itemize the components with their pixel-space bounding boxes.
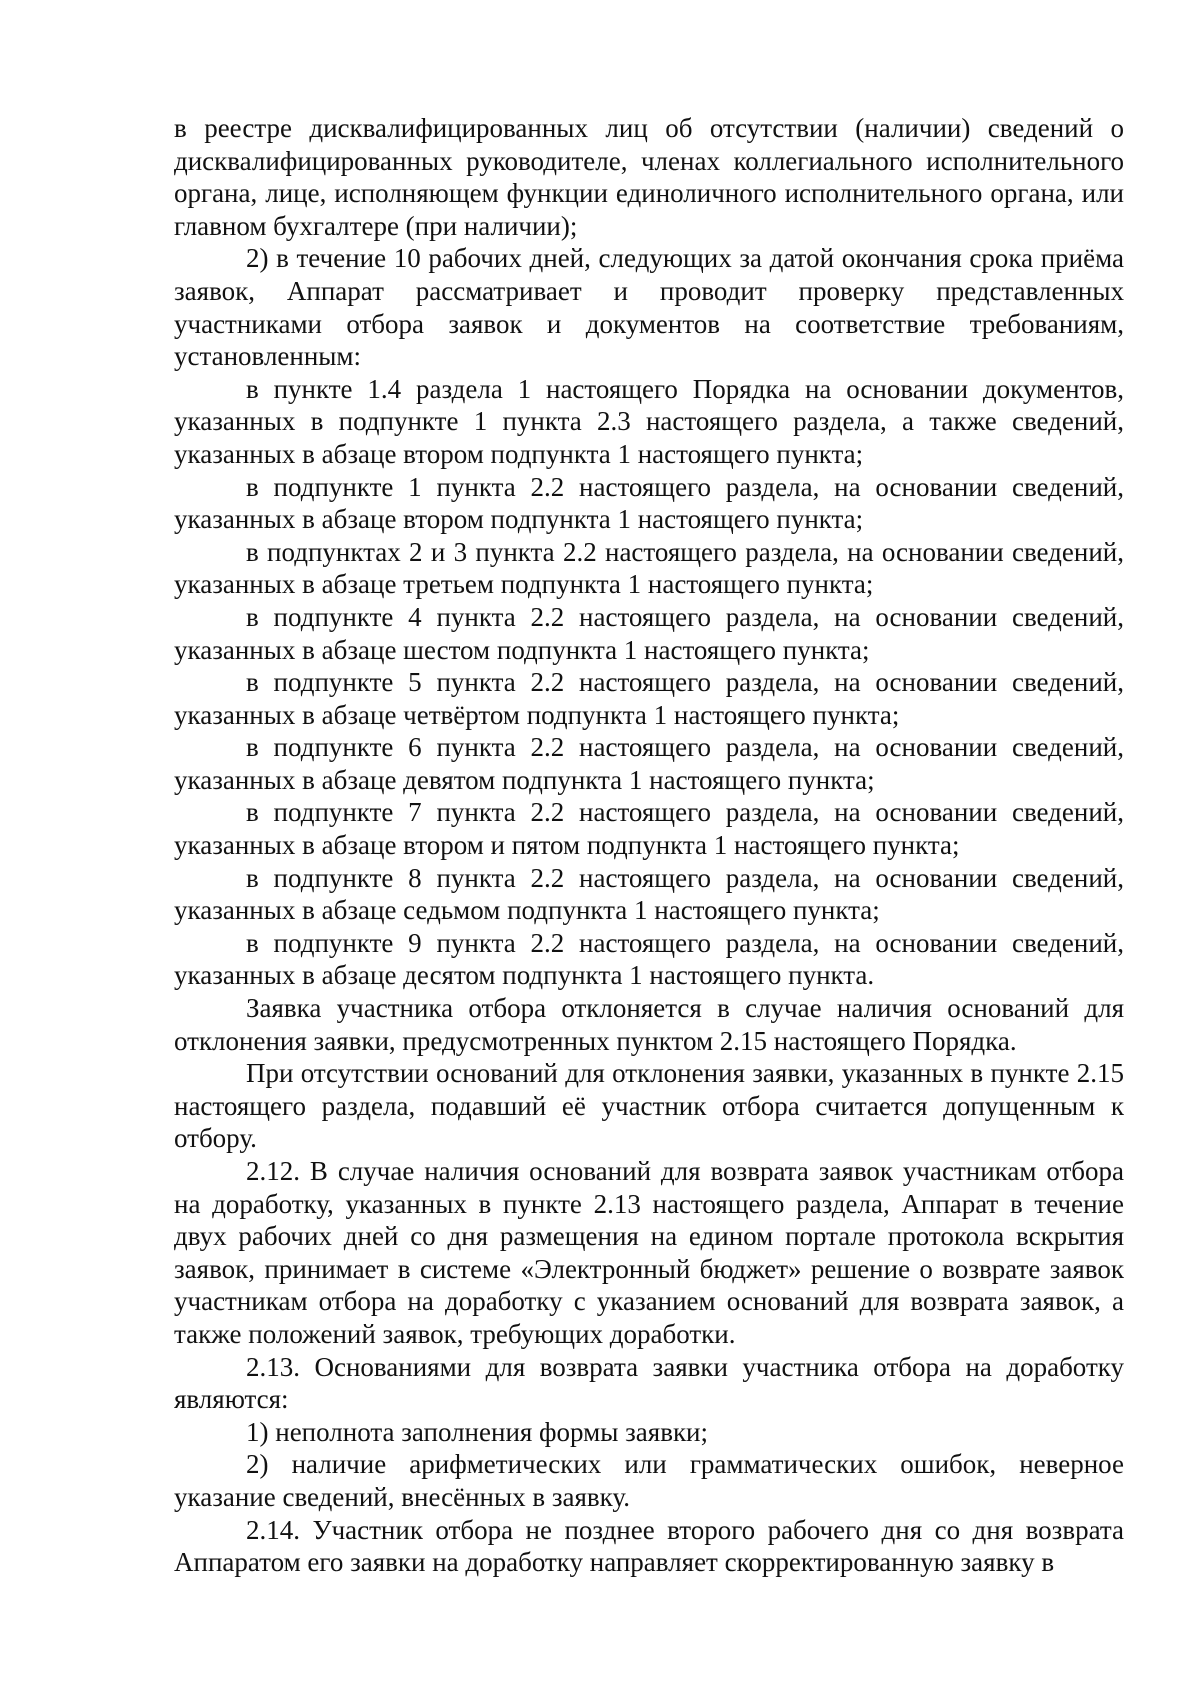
paragraph-subitem-9: в подпункте 9 пункта 2.2 настоящего раздела, на основании сведений, указанных в абзаце десятом подпункта 1 настоящего пункта. — [174, 927, 1124, 991]
paragraph-subitem-8: в подпункте 8 пункта 2.2 настоящего раздела, на основании сведений, указанных в абзаце седьмом подпункта 1 настоящего пункта; — [174, 862, 1124, 926]
paragraph-admission: При отсутствии оснований для отклонения заявки, указанных в пункте 2.15 настоящего раздела, подавший её участник отбора считается допущенным к отбору. — [174, 1058, 1124, 1154]
paragraph-subitem-5: в подпункте 5 пункта 2.2 настоящего раздела, на основании сведений, указанных в абзаце четвёртом подпункта 1 настоящего пункта; — [174, 667, 1124, 730]
paragraph-2-14: 2.14. Участник отбора не позднее второго рабочего дня со дня возврата Аппаратом его заявки на доработку направляет скорректированную заявку в — [174, 1514, 1124, 1578]
paragraph-subitems-2-3: в подпунктах 2 и 3 пункта 2.2 настоящего раздела, на основании сведений, указанных в абзаце третьем подпункта 1 настоящего пункта; — [174, 536, 1124, 600]
paragraph-registry: в реестре дисквалифицированных лиц об отсутствии (наличии) сведений о дисквалифицированных руководителе, членах коллегиального исполнительного органа, лице, исполняющем функции единоличного исполнительного органа, или главном бухгалтере (при наличии); — [174, 113, 1124, 241]
paragraph-subitem-4: в подпункте 4 пункта 2.2 настоящего раздела, на основании сведений, указанных в абзаце шестом подпункта 1 настоящего пункта; — [174, 601, 1124, 665]
document-page — [174, 112, 1124, 1579]
paragraph-item-1-4: в пункте 1.4 раздела 1 настоящего Порядка на основании документов, указанных в подпункте 1 пункта 2.3 настоящего раздела, а также сведений, указанных в абзаце втором подпункта 1 настоящего пункта; — [174, 373, 1124, 469]
paragraph-review-period: 2) в течение 10 рабочих дней, следующих за датой окончания срока приёма заявок, Аппарат рассматривает и проводит проверку представленных участниками отбора заявок и документов на соответствие требованиям, установленным: — [174, 243, 1124, 372]
paragraph-2-13-item-2: 2) наличие арифметических или грамматических ошибок, неверное указание сведений, внесённых в заявку. — [174, 1449, 1124, 1512]
paragraph-subitem-7: в подпункте 7 пункта 2.2 настоящего раздела, на основании сведений, указанных в абзаце втором и пятом подпункта 1 настоящего пункта; — [174, 797, 1124, 861]
paragraph-2-12: 2.12. В случае наличия оснований для возврата заявок участникам отбора на доработку, указанных в пункте 2.13 настоящего раздела, Аппарат в течение двух рабочих дней со дня размещения на едином портале протокола вскрытия заявок, принимает в системе «Электронный бюджет» решение о возврате заявок участникам отбора на доработку с указанием оснований для возврата заявок, а также положений заявок, требующих доработки. — [174, 1156, 1124, 1349]
paragraph-2-13: 2.13. Основаниями для возврата заявки участника отбора на доработку являются: — [174, 1351, 1124, 1415]
paragraph-subitem-1: в подпункте 1 пункта 2.2 настоящего раздела, на основании сведений, указанных в абзаце втором подпункта 1 настоящего пункта; — [174, 471, 1124, 535]
paragraph-2-13-item-1: 1) неполнота заполнения формы заявки; — [246, 1416, 709, 1447]
paragraph-rejection: Заявка участника отбора отклоняется в случае наличия оснований для отклонения заявки, предусмотренных пунктом 2.15 настоящего Порядка. — [174, 993, 1124, 1056]
paragraph-subitem-6: в подпункте 6 пункта 2.2 настоящего раздела, на основании сведений, указанных в абзаце девятом подпункта 1 настоящего пункта; — [174, 732, 1124, 795]
